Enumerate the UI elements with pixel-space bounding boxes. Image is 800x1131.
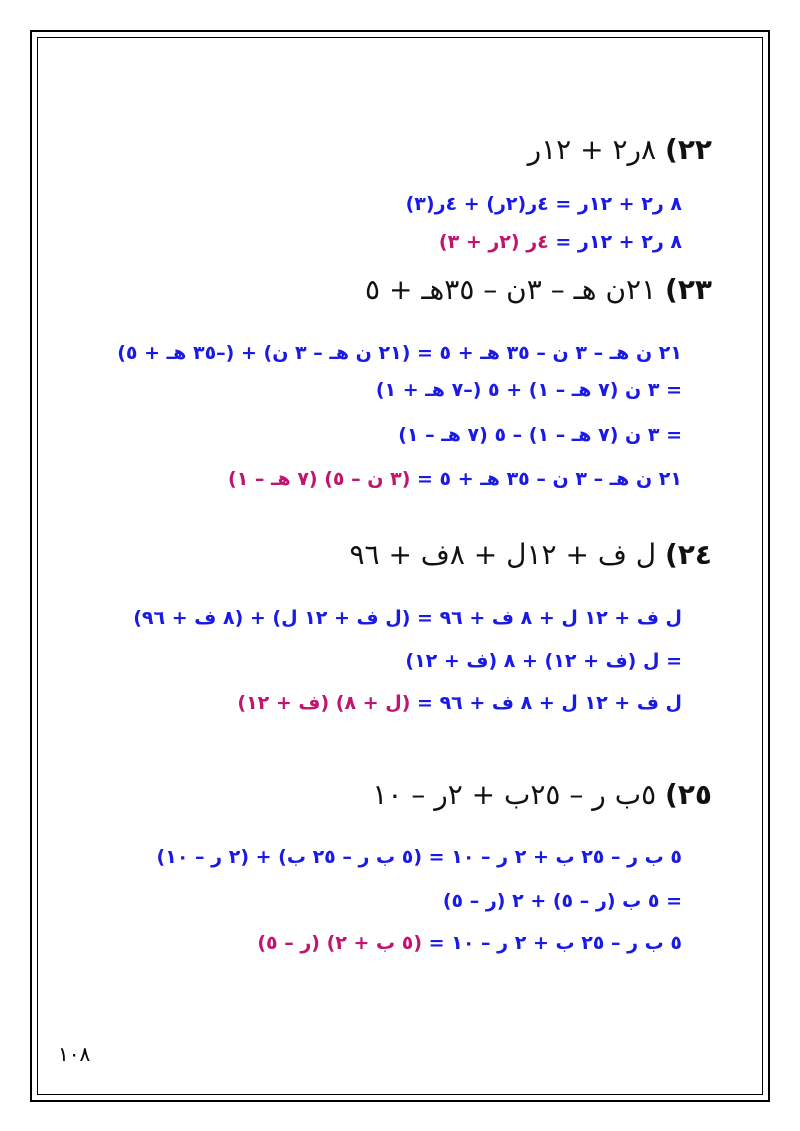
problem-number: ٢٢): [665, 133, 712, 166]
problem-23-step-2: = ٣ ن (٧ هـ – ١) + ٥ (–٧ هـ + ١): [375, 379, 682, 401]
problem-25-step-1: ٥ ب ر – ٢٥ ب + ٢ ر – ١٠ = (٥ ب ر – ٢٥ ب) + (٢ ر – ١٠): [156, 846, 682, 868]
problem-expression: ٥ب ر – ٢٥ب + ٢ر – ١٠: [372, 778, 657, 811]
problem-expression: ٢١ن هـ – ٣ن – ٣٥هـ + ٥: [365, 273, 657, 306]
problem-number: ٢٣): [665, 273, 712, 306]
problem-24-step-1: ل ف + ١٢ ل + ٨ ف + ٩٦ = (ل ف + ١٢ ل) + (٨ ف + ٩٦): [133, 607, 682, 629]
final-lhs: ٥ ب ر – ٢٥ ب + ٢ ر – ١٠ =: [422, 932, 682, 954]
final-result: (ل + ٨) (ف + ١٢): [237, 692, 411, 714]
final-result: ٤ر (٢ر + ٣): [438, 231, 549, 253]
problem-number: ٢٥): [665, 778, 712, 811]
problem-22-step-1: ٨ ر٢ + ١٢ر = ٤ر(٢ر) + ٤ر(٣): [405, 193, 682, 215]
problem-25-step-2: = ٥ ب (ر – ٥) + ٢ (ر – ٥): [442, 890, 682, 912]
problem-expression: ل ف + ١٢ل + ٨ف + ٩٦: [349, 538, 657, 571]
final-lhs: ٢١ ن هـ – ٣ ن – ٣٥ هـ + ٥ =: [410, 468, 682, 490]
problem-22-header: [528, 133, 712, 166]
problem-25-header: [372, 778, 712, 811]
problem-24-final: [237, 692, 682, 714]
problem-23-step-1: ٢١ ن هـ – ٣ ن – ٣٥ هـ + ٥ = (٢١ ن هـ – ٣ ن) + (–٣٥ هـ + ٥): [117, 342, 682, 364]
problem-24-header: [349, 538, 712, 571]
problem-number: ٢٤): [665, 538, 712, 571]
final-result: (٣ ن – ٥) (٧ هـ – ١): [228, 468, 411, 490]
final-result: (٥ ب + ٢) (ر – ٥): [257, 932, 423, 954]
problem-22-final: [439, 231, 682, 253]
page-number: ١٠٨: [58, 1042, 91, 1066]
problem-23-step-3: = ٣ ن (٧ هـ – ١) – ٥ (٧ هـ – ١): [398, 424, 682, 446]
final-lhs: ٨ ر٢ + ١٢ر =: [548, 231, 682, 253]
problem-24-step-2: = ل (ف + ١٢) + ٨ (ف + ١٢): [405, 650, 682, 672]
final-lhs: ل ف + ١٢ ل + ٨ ف + ٩٦ =: [410, 692, 682, 714]
problem-expression: ٨ر٢ + ١٢ر: [527, 133, 657, 166]
problem-23-final: [228, 468, 682, 490]
problem-23-header: [365, 273, 712, 306]
problem-25-final: [257, 932, 682, 954]
